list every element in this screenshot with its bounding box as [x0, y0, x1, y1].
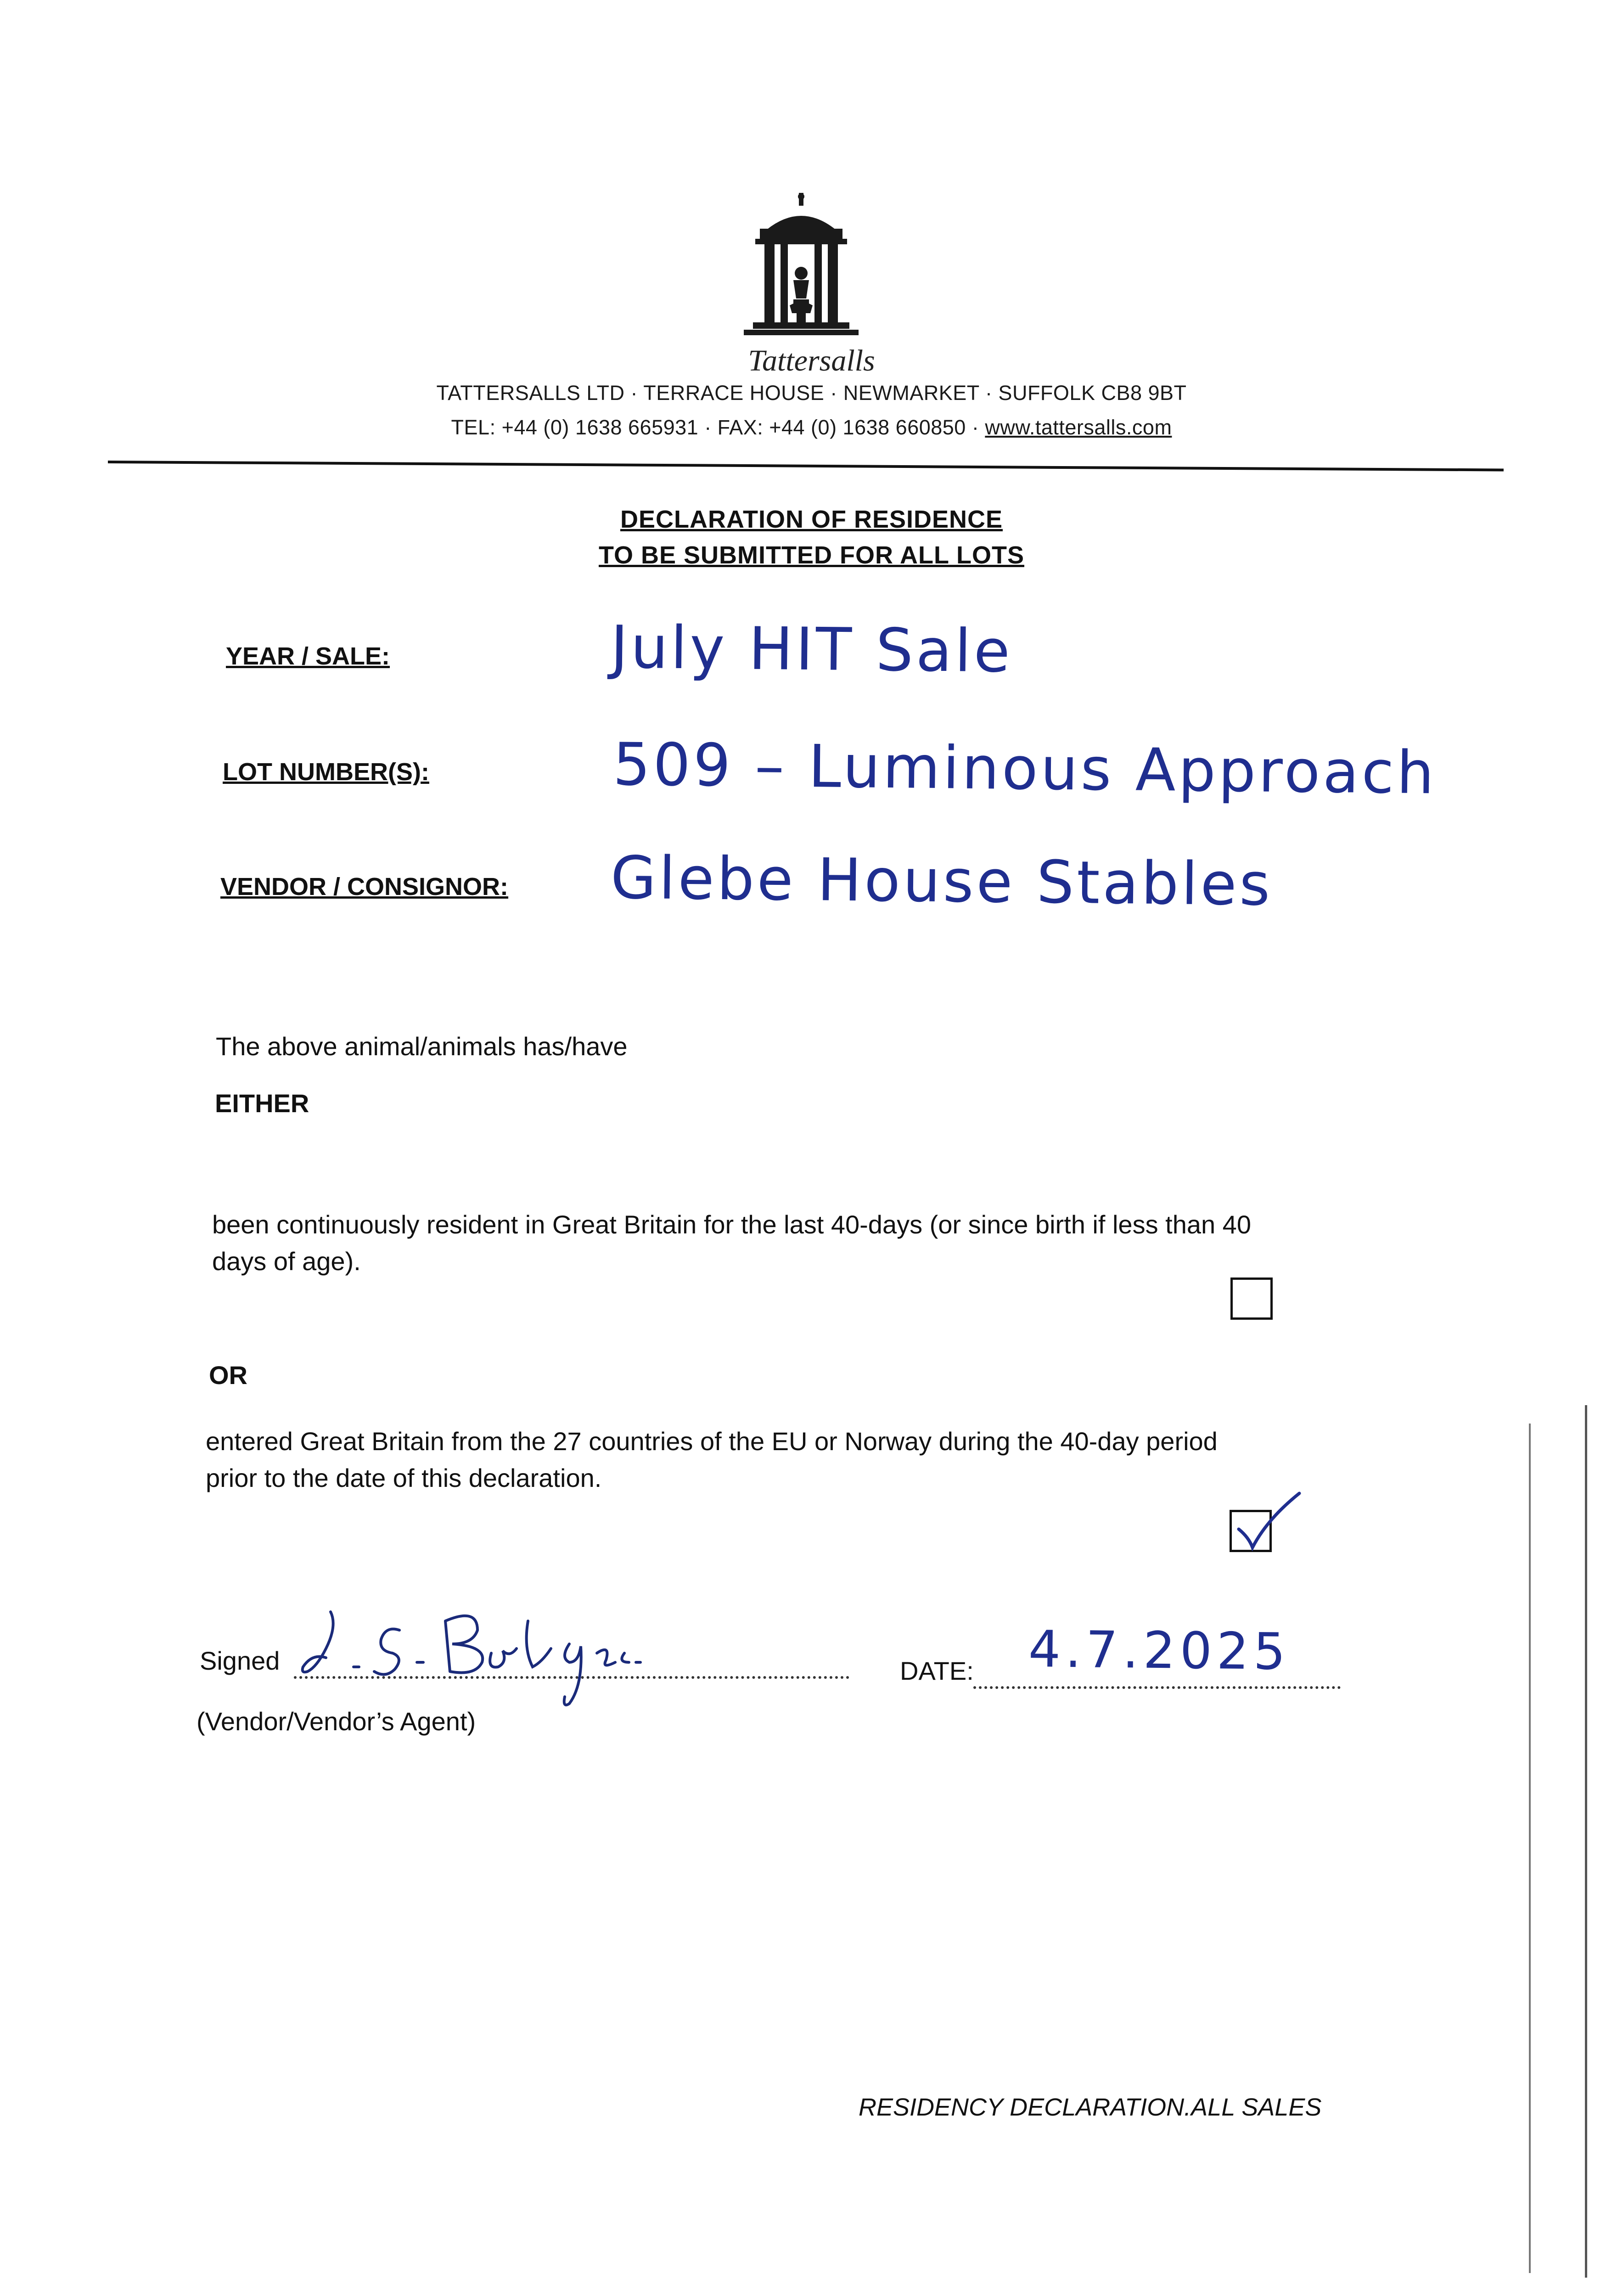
- scan-edge-line: [1585, 1405, 1587, 2278]
- form-title: DECLARATION OF RESIDENCE: [620, 506, 1003, 533]
- year-sale-label: YEAR / SALE:: [226, 642, 390, 670]
- document-reference: RESIDENCY DECLARATION.ALL SALES: [859, 2093, 1322, 2121]
- option1-text-line2: days of age).: [212, 1247, 361, 1276]
- tattersalls-logo: [735, 193, 868, 344]
- option2-check-mark-icon: [1230, 1487, 1304, 1556]
- form-subtitle: TO BE SUBMITTED FOR ALL LOTS: [599, 541, 1024, 569]
- date-value[interactable]: 4.7.2025: [1028, 1620, 1291, 1681]
- contact-numbers: TEL: +44 (0) 1638 665931 · FAX: +44 (0) 1638 660850 ·: [451, 416, 985, 439]
- signature-icon: [294, 1593, 652, 1713]
- or-label: OR: [209, 1361, 247, 1390]
- date-line[interactable]: [973, 1686, 1341, 1689]
- company-address: TATTERSALLS LTD · TERRACE HOUSE · NEWMARKET · SUFFOLK CB8 9BT: [436, 381, 1187, 405]
- option1-checkbox[interactable]: [1230, 1277, 1273, 1320]
- scan-edge-line: [1529, 1424, 1531, 2273]
- company-contact: [0, 416, 1623, 439]
- option2-text-line2: prior to the date of this declaration.: [206, 1463, 602, 1492]
- intro-text: The above animal/animals has/have: [216, 1032, 628, 1061]
- option1-text-line1: been continuously resident in Great Britain for the last 40-days (or since birth if less than 40: [212, 1210, 1251, 1239]
- vendor-consignor-label: VENDOR / CONSIGNOR:: [220, 873, 509, 900]
- either-label: EITHER: [215, 1089, 309, 1118]
- lot-numbers-value[interactable]: 509 – Luminous Approach: [612, 730, 1437, 808]
- date-label: DATE:: [900, 1656, 974, 1685]
- vendor-consignor-value[interactable]: Glebe House Stables: [610, 844, 1273, 919]
- signed-role: (Vendor/Vendor’s Agent): [197, 1707, 476, 1736]
- brand-name: Tattersalls: [748, 344, 875, 377]
- option2-text-line1: entered Great Britain from the 27 countries of the EU or Norway during the 40-day period: [206, 1427, 1218, 1456]
- signed-label: Signed: [200, 1646, 280, 1675]
- lot-numbers-label: LOT NUMBER(S):: [223, 758, 429, 786]
- website-link[interactable]: www.tattersalls.com: [985, 416, 1172, 439]
- header-divider: [108, 461, 1504, 472]
- year-sale-value[interactable]: July HIT Sale: [610, 613, 1013, 686]
